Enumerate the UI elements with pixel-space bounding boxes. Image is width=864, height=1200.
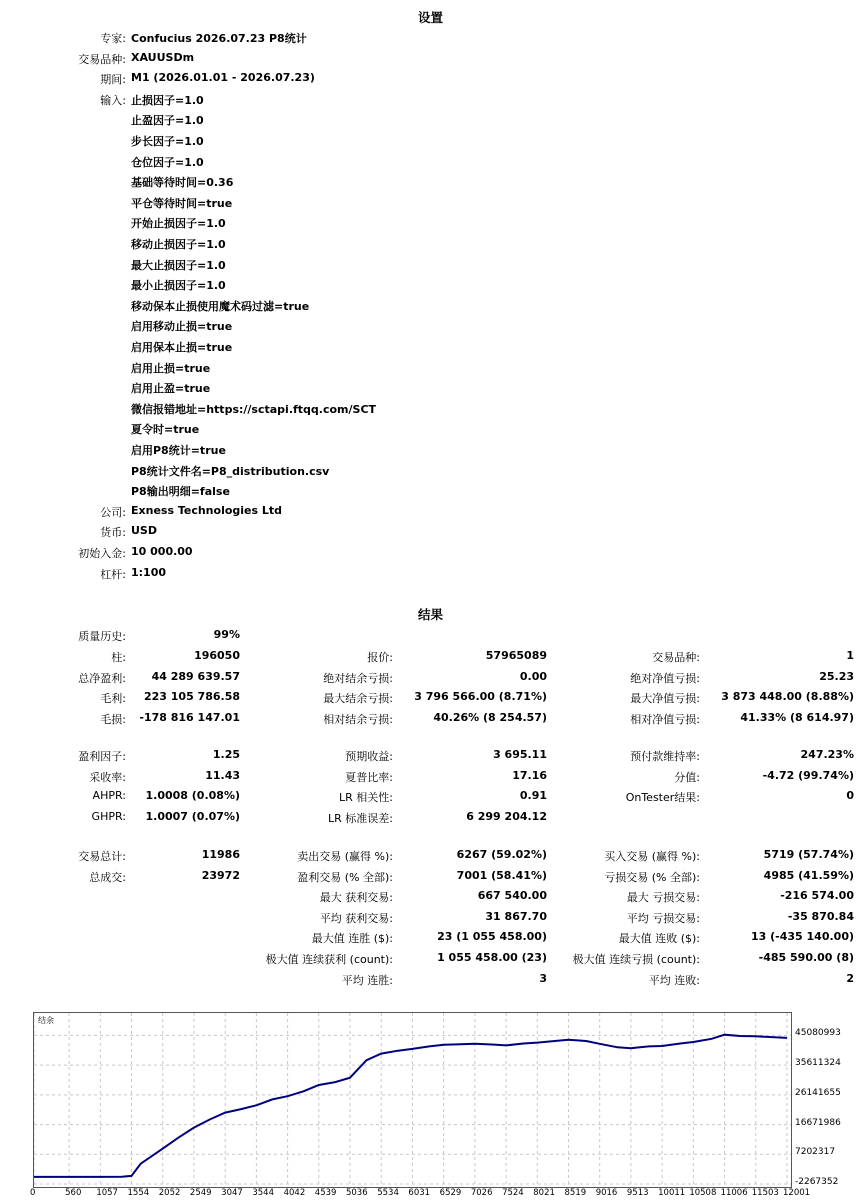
stat-value: 6 299 204.12 [466,809,547,823]
input-param: 启用移动止损=true [131,320,233,334]
stat-label: 平均 连败: [648,973,700,987]
input-param: 开始止损因子=1.0 [131,217,226,231]
stat-value: 40.26% (8 254.57) [433,710,547,724]
stat-label: 最大 亏损交易: [626,891,700,905]
x-tick-label: 1057 [96,1188,118,1198]
settings-value: Exness Technologies Ltd [131,503,283,517]
x-tick-label: 5534 [377,1188,399,1198]
input-param: 最大止损因子=1.0 [131,258,226,272]
stat-value: 3 796 566.00 (8.71%) [414,690,547,704]
settings-value: 10 000.00 [131,545,193,558]
balance-chart [33,1012,792,1188]
stat-value: -4.72 (99.74%) [762,768,854,782]
settings-label: 交易品种: [78,52,126,66]
y-tick-label: 45080993 [795,1028,841,1039]
stat-label: 绝对结余亏损: [323,671,393,685]
stat-label: LR 相关性: [339,791,393,805]
settings-label: 专家: [100,32,126,45]
input-param: 止盈因子=1.0 [131,114,204,128]
input-param: 启用保本止损=true [131,341,233,354]
input-param: 移动止损因子=1.0 [131,238,226,251]
chart-legend: 结余 [38,1016,54,1025]
stat-label: 最大值 连败 ($): [618,932,700,946]
x-tick-label: 2549 [189,1188,212,1198]
balance-chart-svg [34,1013,791,1187]
stat-value: 23 (1 055 458.00) [437,930,547,944]
x-tick-label: 560 [65,1188,82,1198]
stat-value: 25.23 [819,669,854,683]
stat-value: 17.16 [512,768,547,782]
input-param: 移动保本止损使用魔术码过滤=true [131,299,310,313]
x-tick-label: 0 [30,1188,36,1198]
stat-label: AHPR: [92,789,126,803]
settings-label: 期间: [100,73,126,87]
settings-value: USD [131,524,157,538]
stat-value: 3 873 448.00 (8.88%) [721,690,854,704]
stat-value: 1.0007 (0.07%) [145,809,240,823]
x-tick-label: 3544 [252,1188,274,1198]
input-param: 启用P8统计=true [131,444,226,457]
x-tick-label: 2052 [158,1188,181,1198]
stat-value: 2 [846,971,854,985]
x-tick-label: 8519 [564,1188,587,1198]
stat-label: 平均 连胜: [341,973,393,987]
settings-value: M1 (2026.01.01 - 2026.07.23) [131,71,315,85]
x-tick-label: 12001 [783,1188,811,1198]
input-param: 最小止损因子=1.0 [131,279,226,293]
stat-value: 1.0008 (0.08%) [145,789,240,803]
stat-value: 0.00 [519,669,547,683]
y-tick-label: -2267352 [795,1177,839,1187]
stat-label: 最大值 连胜 ($): [311,932,393,946]
input-param: 步长因子=1.0 [131,135,204,148]
x-tick-label: 4539 [314,1188,337,1198]
stat-value: 1 055 458.00 (23) [437,951,547,964]
settings-label: 货币: [100,526,126,540]
stat-label: 最大结余亏损: [323,692,393,706]
settings-label: 杠杆: [100,567,126,581]
settings-title: 设置 [418,10,444,25]
stat-label: 相对净值亏损: [630,712,700,726]
stat-label: 买入交易 (赢得 %): [604,850,700,863]
stat-value: 31 867.70 [485,909,547,923]
stat-label: 交易品种: [652,651,700,664]
stat-label: 柱: [111,651,126,664]
input-param: 平仓等待时间=true [131,196,233,210]
stat-value: 57965089 [485,649,547,662]
stat-label: 分值: [674,770,700,784]
stat-label: 总成交: [89,870,126,884]
stat-value: 0.91 [519,789,547,803]
stat-label: 毛利: [100,692,126,706]
input-param: 仓位因子=1.0 [131,155,204,169]
y-tick-label: 26141655 [795,1087,841,1098]
stat-label: 卖出交易 (赢得 %): [297,850,393,863]
results-title: 结果 [418,607,444,622]
settings-value: 1:100 [131,565,167,579]
settings-label: 初始入金: [78,547,126,560]
stat-label: 预付款维持率: [630,750,700,763]
stat-label: 毛损: [100,712,126,726]
input-param: 微信报错地址=https://sctapi.ftqq.com/SCT [131,402,377,416]
stat-label: 绝对净值亏损: [630,671,700,685]
stat-value: -485 590.00 (8) [758,951,854,964]
stat-value: 4985 (41.59%) [763,868,854,882]
stat-label: 极大值 连续亏损 (count): [572,953,700,966]
stat-label: 最大 获利交易: [319,891,393,905]
stat-value: 1.25 [212,748,240,761]
history-quality-label: 质量历史: [78,630,126,643]
stat-label: LR 标准误差: [328,811,393,825]
stat-label: 相对结余亏损: [323,712,393,726]
stat-label: 夏普比率: [345,770,393,784]
settings-value: Confucius 2026.07.23 P8统计 [131,32,307,45]
x-tick-label: 10011 [658,1188,686,1198]
stat-label: 预期收益: [345,750,393,763]
stat-value: 3 695.11 [493,748,547,761]
stat-label: 最大净值亏损: [630,692,700,706]
x-tick-label: 11006 [720,1188,748,1198]
input-param: 基础等待时间=0.36 [131,176,234,190]
stat-value: 5719 (57.74%) [763,848,854,861]
y-tick-label: 35611324 [795,1058,841,1069]
y-tick-label: 16671986 [795,1117,841,1128]
stat-value: 0 [846,789,854,803]
stat-value: 23972 [201,868,240,882]
stat-value: 3 [539,971,547,985]
stat-label: 平均 亏损交易: [626,911,700,925]
balance-line [34,1035,787,1177]
history-quality-value: 99% [213,628,240,641]
y-tick-label: 7202317 [795,1147,836,1158]
input-param: P8输出明细=false [131,485,230,499]
x-tick-label: 7524 [502,1188,524,1198]
x-tick-label: 4042 [283,1188,306,1198]
x-tick-label: 6031 [408,1188,431,1198]
stat-label: 极大值 连续获利 (count): [265,953,393,966]
stat-value: 11.43 [205,768,240,782]
stat-value: -178 816 147.01 [139,710,240,724]
settings-value: 止损因子=1.0 [131,93,204,107]
x-tick-label: 7026 [470,1188,493,1198]
x-tick-label: 11503 [751,1188,779,1198]
x-tick-label: 9513 [626,1188,649,1198]
stat-label: GHPR: [91,809,126,823]
x-tick-label: 5036 [345,1188,368,1198]
x-tick-label: 10508 [689,1188,717,1198]
stat-value: 44 289 639.57 [151,669,240,683]
stat-label: 采收率: [89,770,126,784]
stat-value: 41.33% (8 614.97) [740,710,854,724]
stat-label: 平均 获利交易: [319,911,393,925]
stat-value: 247.23% [800,748,854,761]
stat-label: 盈利因子: [78,750,126,763]
input-param: P8统计文件名=P8_distribution.csv [131,464,330,478]
stat-value: 223 105 786.58 [143,690,240,704]
stat-label: 交易总计: [78,850,126,863]
x-tick-label: 1554 [127,1188,150,1198]
stat-value: 13 (-435 140.00) [751,930,854,944]
settings-label: 公司: [100,505,126,519]
stat-label: 盈利交易 (% 全部): [297,870,393,884]
x-tick-label: 9016 [595,1188,618,1198]
settings-label: 输入: [100,93,126,107]
stat-value: 11986 [201,848,240,861]
input-param: 夏令时=true [131,423,200,437]
stat-value: 196050 [194,649,240,662]
stat-value: 1 [846,649,854,662]
stat-value: 667 540.00 [477,889,547,903]
x-tick-label: 8021 [533,1188,555,1198]
input-param: 启用止盈=true [131,382,211,396]
stat-value: -35 870.84 [787,909,854,923]
stat-value: 7001 (58.41%) [456,868,547,882]
stat-label: 总净盈利: [78,671,126,685]
stat-label: 报价: [367,651,393,664]
stat-label: 亏损交易 (% 全部): [604,870,700,884]
stat-value: 6267 (59.02%) [456,848,547,861]
x-tick-label: 3047 [221,1188,243,1198]
stat-label: OnTester结果: [625,791,700,805]
settings-value: XAUUSDm [131,50,195,64]
input-param: 启用止损=true [131,361,211,375]
x-tick-label: 6529 [439,1188,462,1198]
stat-value: -216 574.00 [780,889,854,903]
